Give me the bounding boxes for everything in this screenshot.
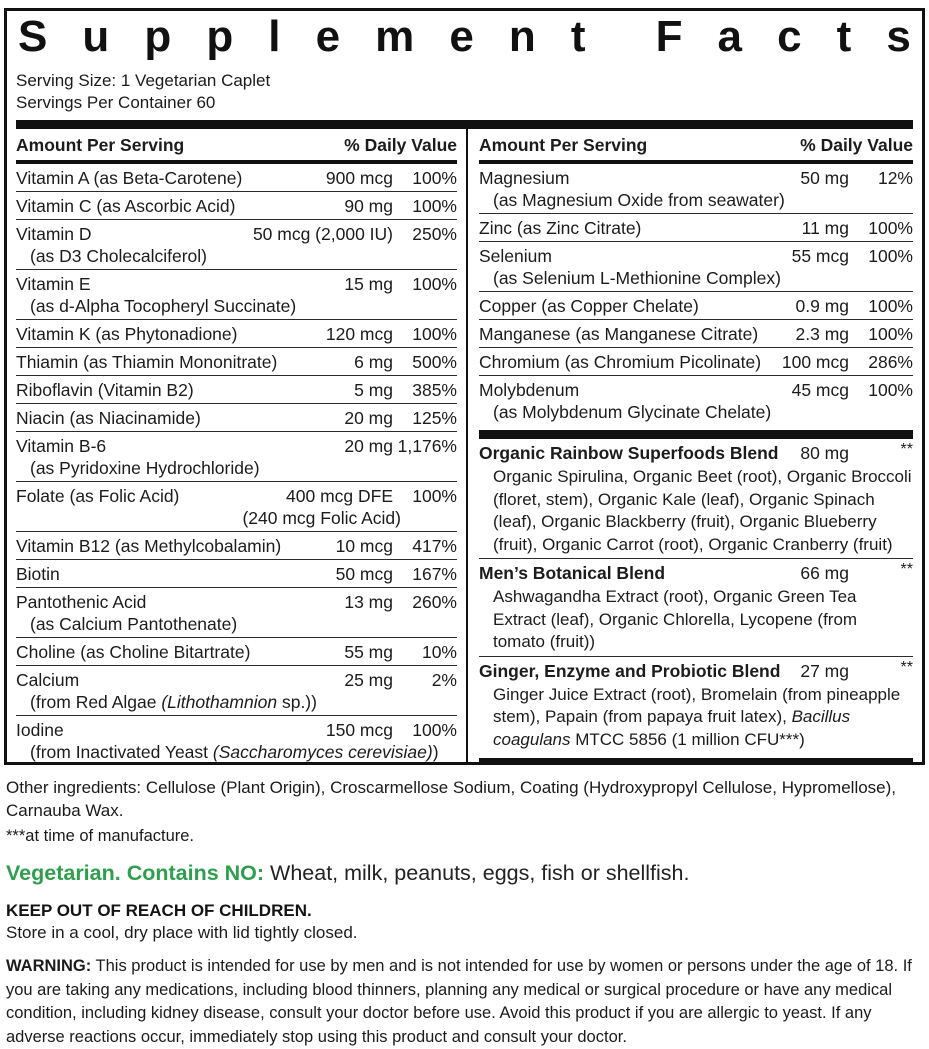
ingredient-name: Vitamin A (as Beta-Carotene)	[16, 168, 243, 188]
nutrient-row	[16, 560, 457, 588]
ingredient-amount: 55 mcg	[791, 246, 849, 266]
title-letter: p	[206, 15, 234, 61]
daily-value-percent: 1,176%	[397, 436, 457, 456]
nutrient-row	[16, 432, 457, 482]
nutrient-row	[479, 348, 913, 376]
ingredient-name: Niacin (as Niacinamide)	[16, 408, 201, 428]
nutrient-row	[16, 716, 457, 762]
daily-value-percent: 250%	[412, 224, 457, 244]
ingredient-amount: 25 mg	[344, 670, 393, 690]
ingredient-amount: 10 mcg	[335, 536, 393, 556]
nutrient-row	[16, 404, 457, 432]
other-ingredients-text: Other ingredients: Cellulose (Plant Origin), Croscarmellose Sodium, Coating (Hydroxypropyl Cellulose, Hypromellose), Carnauba Wax.	[6, 778, 897, 820]
nutrient-row	[16, 482, 457, 532]
facts-column-left	[16, 129, 468, 762]
daily-value-percent: 286%	[868, 352, 913, 372]
blend-row	[479, 559, 913, 657]
ingredient-amount: 80 mg	[800, 443, 849, 463]
daily-value-percent: **	[900, 658, 913, 676]
ingredient-amount: 27 mg	[800, 660, 849, 681]
ingredient-name: Ginger, Enzyme and Probiotic Blend	[479, 660, 781, 681]
daily-value-label: % Daily Value	[800, 135, 913, 155]
keep-out-of-reach-text: KEEP OUT OF REACH OF CHILDREN.	[6, 901, 312, 920]
ingredient-name: Copper (as Copper Chelate)	[479, 296, 699, 316]
ingredient-name: Iodine	[16, 720, 64, 740]
header-divider-bar	[16, 120, 913, 129]
ingredient-name: Molybdenum	[479, 380, 580, 400]
ingredient-name: Riboflavin (Vitamin B2)	[16, 380, 194, 400]
warning-body: This product is intended for use by men and is not intended for use by women or persons under the age of 18. If you are taking any medications, including blood thinners, planning any medical or surgical procedure or have any medical condition, including kidney disease, consult your doctor before use. Avoid this product if you are allergic to yeast. If any adverse reactions occur, immediately stop using this product and consult your doctor.	[6, 957, 912, 1046]
column-header-right	[479, 129, 913, 164]
ingredient-amount: 50 mcg	[335, 564, 393, 584]
section-divider-bar	[479, 758, 913, 762]
nutrient-row	[16, 164, 457, 192]
title-letter: F	[655, 15, 683, 61]
ingredient-amount: 900 mcg	[325, 168, 393, 188]
ingredient-name: Magnesium	[479, 168, 570, 188]
ingredient-name: Choline (as Choline Bitartrate)	[16, 642, 251, 662]
daily-value-percent: 100%	[868, 218, 913, 238]
blend-ingredients-list: Ginger Juice Extract (root), Bromelain (from pineapple stem), Papain (from papaya fruit latex), Bacillus coagulans MTCC 5856 (1 million CFU***)	[493, 684, 901, 749]
title-letter: m	[375, 15, 415, 61]
ingredient-source-note: (as Calcium Pantothenate)	[30, 614, 238, 634]
ingredient-name: Organic Rainbow Superfoods Blend	[479, 443, 779, 463]
nutrient-row	[16, 588, 457, 638]
nutrient-row	[16, 348, 457, 376]
nutrient-row	[479, 292, 913, 320]
ingredient-amount: 50 mg	[800, 168, 849, 188]
daily-value-percent: 500%	[412, 352, 457, 372]
nutrient-row	[479, 164, 913, 214]
ingredient-name: Calcium	[16, 670, 80, 690]
ingredient-name: Biotin	[16, 564, 60, 584]
nutrient-row	[479, 242, 913, 292]
nutrient-row	[16, 220, 457, 270]
blend-ingredients-list: Ashwagandha Extract (root), Organic Green Tea Extract (leaf), Organic Chlorella, Lycopene (from tomato (fruit))	[493, 587, 858, 651]
warning-label: WARNING:	[6, 957, 92, 975]
nutrient-row	[479, 214, 913, 242]
ingredient-source-note: (as D3 Cholecalciferol)	[30, 246, 208, 266]
ingredient-amount: 5 mg	[354, 380, 393, 400]
daily-value-percent: 100%	[412, 720, 457, 740]
nutrient-row	[16, 270, 457, 320]
amount-per-serving-label: Amount Per Serving	[479, 135, 648, 155]
ingredient-amount: 2.3 mg	[795, 324, 849, 344]
nutrient-row	[16, 376, 457, 404]
nutrient-row	[479, 320, 913, 348]
ingredient-amount: 55 mg	[344, 642, 393, 662]
daily-value-label: % Daily Value	[344, 135, 457, 155]
ingredient-name: Vitamin E	[16, 274, 91, 294]
storage-instructions-text: Store in a cool, dry place with lid tightly closed.	[6, 923, 358, 942]
servings-per-container-text: Servings Per Container 60	[16, 93, 216, 112]
section-divider-bar	[479, 430, 913, 439]
ingredient-name: Folate (as Folic Acid)	[16, 486, 180, 506]
ingredient-source-note: (as d-Alpha Tocopheryl Succinate)	[30, 296, 297, 316]
nutrient-row	[16, 666, 457, 716]
ingredient-amount: 6 mg	[354, 352, 393, 372]
ingredient-name: Vitamin C (as Ascorbic Acid)	[16, 196, 236, 216]
serving-size-text: Serving Size: 1 Vegetarian Caplet	[16, 71, 271, 90]
daily-value-percent: 100%	[412, 168, 457, 188]
ingredient-name: Pantothenic Acid	[16, 592, 147, 612]
panel-title	[18, 15, 911, 61]
title-letter: t	[836, 15, 852, 61]
daily-value-percent: 167%	[412, 564, 457, 584]
title-letter: e	[315, 15, 341, 61]
ingredient-name: Manganese (as Manganese Citrate)	[479, 324, 759, 344]
ingredient-name: Vitamin B12 (as Methylcobalamin)	[16, 536, 282, 556]
blend-row	[479, 657, 913, 754]
ingredient-amount: 400 mcg DFE	[286, 486, 393, 506]
daily-value-percent: 100%	[412, 274, 457, 294]
ingredient-source-note: (as Molybdenum Glycinate Chelate)	[493, 402, 772, 422]
title-letter: c	[777, 15, 802, 61]
daily-value-percent: 125%	[412, 408, 457, 428]
ingredient-amount: 50 mcg (2,000 IU)	[252, 224, 393, 244]
ingredient-name: Men’s Botanical Blend	[479, 563, 666, 583]
ingredient-amount: 20 mg	[344, 436, 393, 456]
vegetarian-claim-rest: Wheat, milk, peanuts, eggs, fish or shellfish.	[264, 861, 690, 885]
nutrient-row	[16, 532, 457, 560]
ingredient-name: Vitamin B-6	[16, 436, 107, 456]
daily-value-percent: 260%	[412, 592, 457, 612]
manufacture-note-text: ***at time of manufacture.	[6, 827, 195, 845]
supplement-facts-panel	[4, 8, 925, 765]
ingredient-name: Chromium (as Chromium Picolinate)	[479, 352, 762, 372]
daily-value-percent: 10%	[421, 642, 457, 662]
nutrient-rows-left	[16, 164, 457, 762]
daily-value-percent: 100%	[412, 486, 457, 506]
daily-value-percent: 100%	[412, 324, 457, 344]
blend-row	[479, 439, 913, 559]
ingredient-name: Vitamin D	[16, 224, 92, 244]
ingredient-name: Vitamin K (as Phytonadione)	[16, 324, 238, 344]
ingredient-amount: 11 mg	[801, 218, 849, 238]
daily-value-percent: **	[900, 561, 913, 578]
ingredient-source-note: (as Magnesium Oxide from seawater)	[493, 190, 785, 210]
daily-value-percent: 100%	[868, 324, 913, 344]
ingredient-amount: 66 mg	[800, 563, 849, 583]
title-letter: p	[144, 15, 172, 61]
vegetarian-claim-text	[6, 860, 923, 886]
ingredient-source-note: (as Selenium L-Methionine Complex)	[493, 268, 781, 288]
ingredient-amount: 20 mg	[344, 408, 393, 428]
facts-columns	[16, 129, 913, 762]
daily-value-percent: 100%	[412, 196, 457, 216]
ingredient-amount: 45 mcg	[791, 380, 849, 400]
ingredient-source-note: (as Pyridoxine Hydrochloride)	[30, 458, 260, 478]
nutrient-row	[479, 376, 913, 425]
ingredient-amount: 100 mcg	[781, 352, 849, 372]
daily-value-percent: 100%	[868, 246, 913, 266]
ingredient-source-note: (from Red Algae (Lithothamnion sp.))	[30, 692, 317, 712]
daily-value-percent: **	[900, 441, 913, 458]
ingredient-amount: 120 mcg	[325, 324, 393, 344]
ingredient-name: Zinc (as Zinc Citrate)	[479, 218, 642, 238]
title-letter: l	[268, 15, 281, 61]
nutrient-row	[16, 192, 457, 220]
ingredient-name: Selenium	[479, 246, 552, 266]
title-letter: n	[508, 15, 536, 61]
daily-value-percent: 100%	[868, 380, 913, 400]
daily-value-percent: 417%	[412, 536, 457, 556]
daily-value-percent: 12%	[877, 168, 913, 188]
column-header-left	[16, 129, 457, 164]
ingredient-amount: 150 mcg	[325, 720, 393, 740]
daily-value-percent: 2%	[431, 670, 457, 690]
ingredient-amount: 0.9 mg	[795, 296, 849, 316]
nutrient-row	[16, 320, 457, 348]
ingredient-source-note: (240 mcg Folic Acid)	[242, 508, 401, 528]
daily-value-percent: 385%	[412, 380, 457, 400]
ingredient-amount: 13 mg	[344, 592, 393, 612]
warning-text	[6, 955, 923, 1049]
vegetarian-claim-bold: Vegetarian. Contains NO:	[6, 861, 265, 885]
nutrient-rows-right	[479, 164, 913, 762]
label-footer	[6, 776, 923, 1049]
ingredient-source-note: (from Inactivated Yeast (Saccharomyces cerevisiae))	[30, 742, 439, 762]
ingredient-amount: 90 mg	[344, 196, 393, 216]
blend-ingredients-list: Organic Spirulina, Organic Beet (root), Organic Broccoli (floret, stem), Organic Kale (leaf), Organic Spinach (leaf), Organic Blackberry (fruit), Organic Blueberry (fruit), Organic Carrot (root), Organic Cranberry (fruit)	[493, 467, 912, 554]
ingredient-name: Thiamin (as Thiamin Mononitrate)	[16, 352, 278, 372]
title-letter: a	[717, 15, 743, 61]
amount-per-serving-label: Amount Per Serving	[16, 135, 185, 155]
nutrient-row	[16, 638, 457, 666]
title-letter: S	[18, 15, 48, 61]
daily-value-percent: 100%	[868, 296, 913, 316]
title-letter: t	[570, 15, 586, 61]
title-letter: s	[886, 15, 911, 61]
title-letter: u	[82, 15, 110, 61]
ingredient-amount: 15 mg	[344, 274, 393, 294]
facts-column-right	[468, 129, 913, 762]
title-letter: e	[449, 15, 474, 61]
